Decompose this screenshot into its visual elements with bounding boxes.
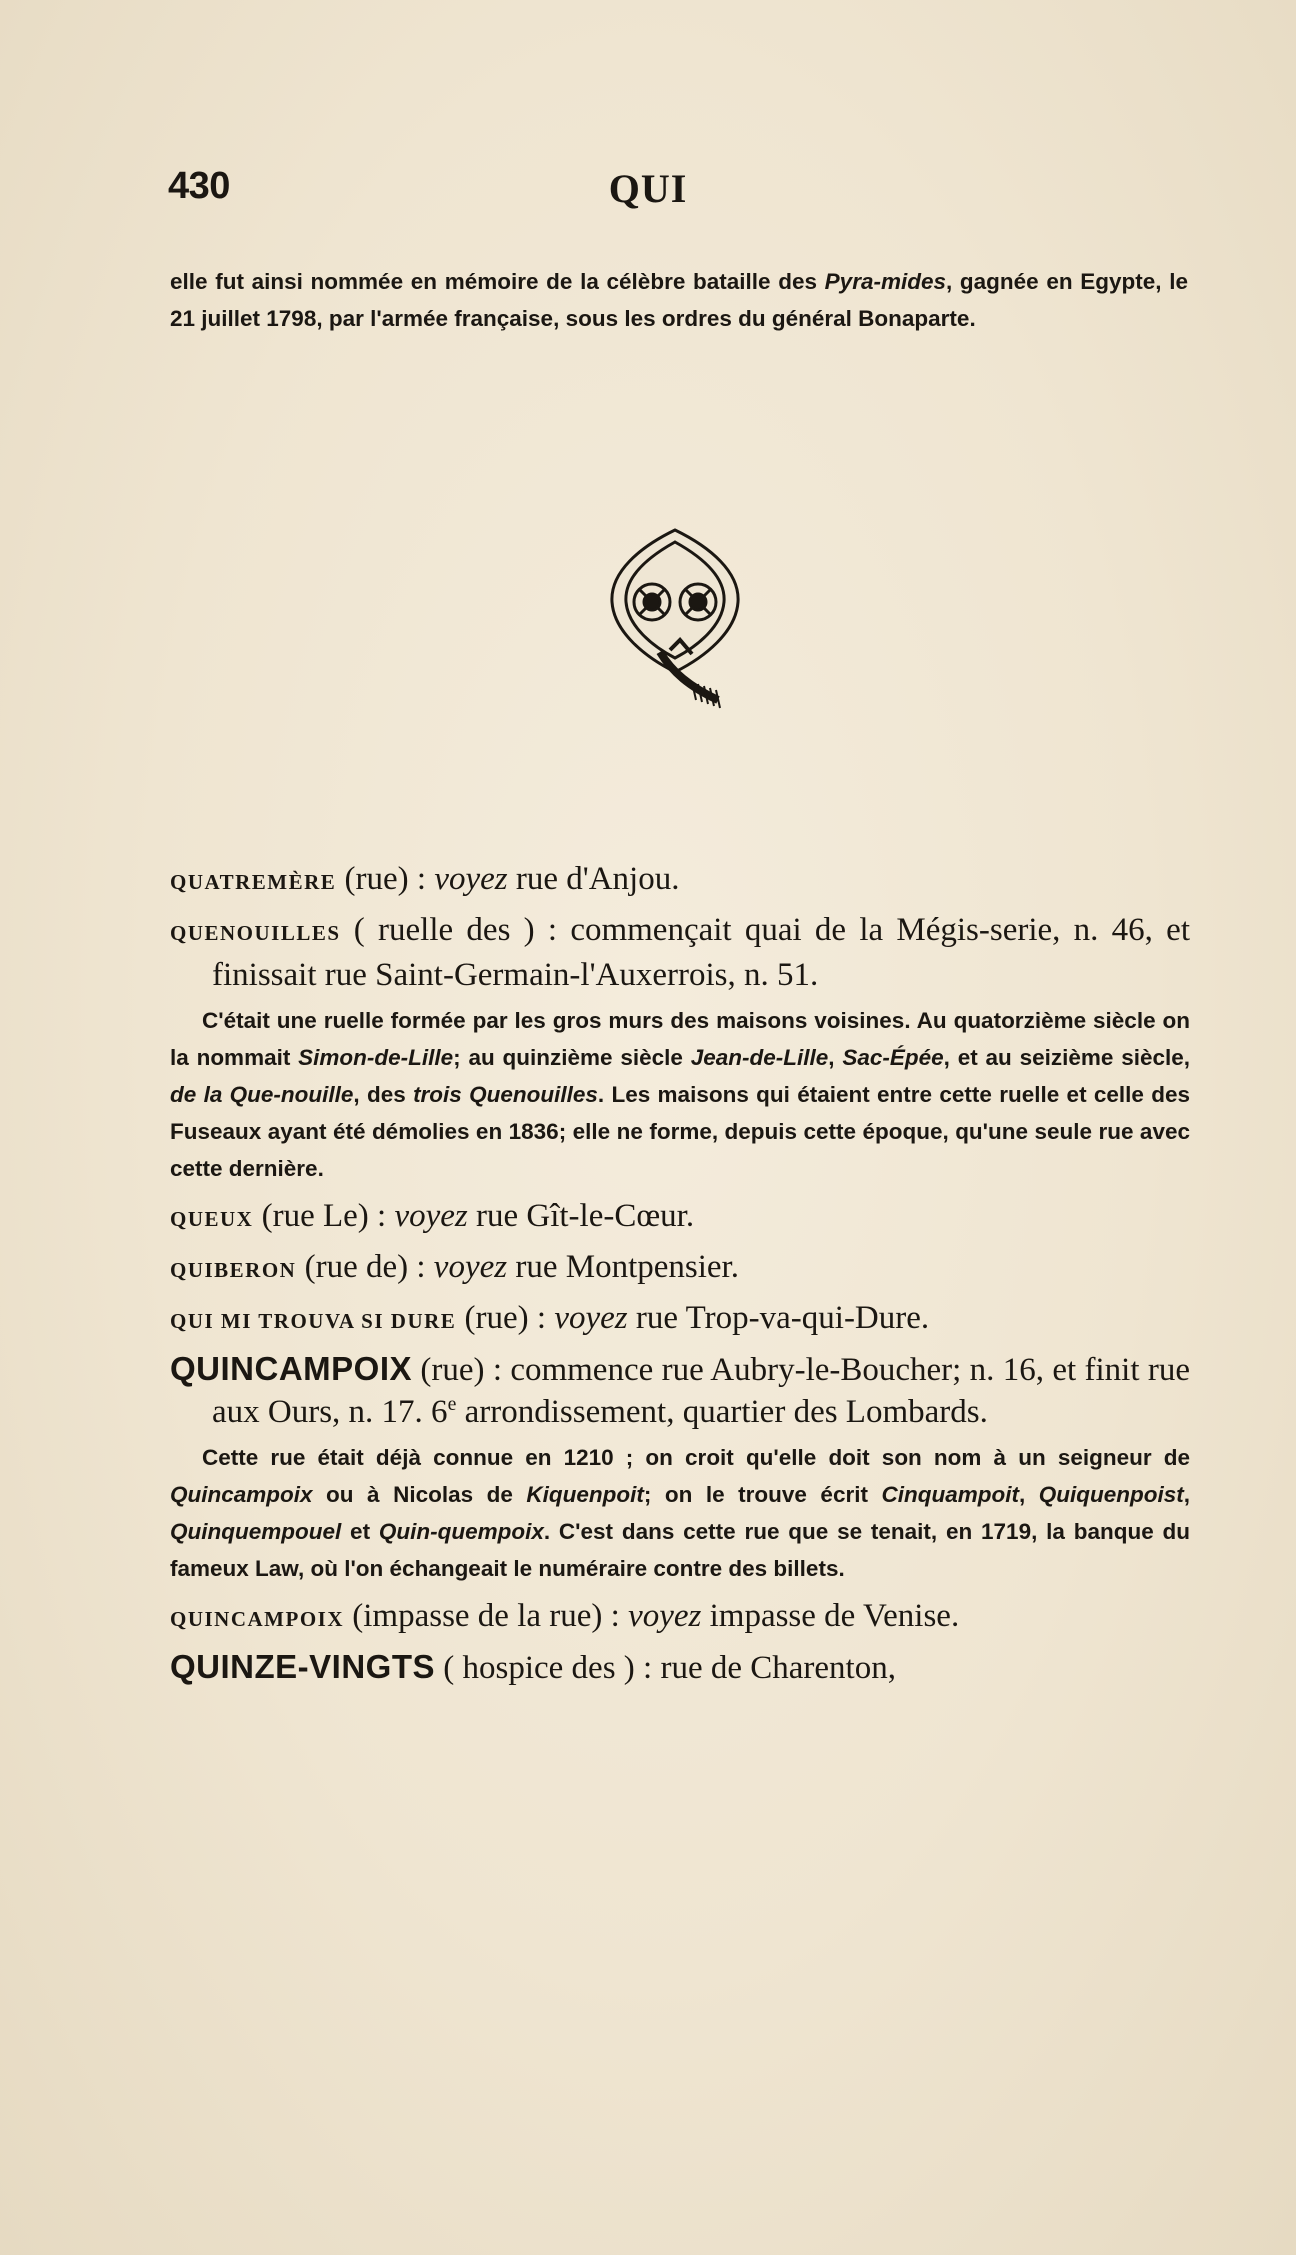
note-text: ou à Nicolas de: [312, 1482, 527, 1507]
entry-rest: commence rue Aubry-le-Boucher; n. 16, et finit rue aux Ours, n. 17. 6: [212, 1352, 1190, 1430]
entry-rest: rue Gît-le-Cœur.: [467, 1198, 695, 1234]
note-italic: Sac-Épée: [842, 1045, 944, 1070]
entry-quinze-vingts: [170, 1646, 1190, 1689]
entry-paren: (rue Le) :: [253, 1198, 395, 1234]
note-italic: Kiquenpoit: [526, 1482, 644, 1507]
note-italic: Quinquempouel: [170, 1519, 342, 1544]
note-text: . Les maisons qui étaient entre cette ruelle et celle des Fuseaux ayant été démolies en 1836; elle ne forme, depuis cette époque, qu'une seule rue avec cette dernière.: [170, 1082, 1190, 1181]
note-text: . C'est dans cette rue que se tenait, en 1719, la banque du fameux Law, où l'on échangeait le numéraire contre des billets.: [170, 1519, 1190, 1581]
headword: QUINCAMPOIX: [170, 1607, 344, 1631]
note-italic: Quincampoix: [170, 1482, 313, 1507]
superscript-e: e: [447, 1393, 457, 1415]
entry-rest: arrondissement, quartier des Lombards.: [456, 1394, 988, 1430]
intro-text-1: elle fut ainsi nommée en mémoire de la célèbre bataille des: [170, 268, 825, 294]
page-number: 430: [168, 165, 230, 207]
entry-quatremere: [170, 858, 1190, 903]
intro-italic-1: Pyra-mides: [824, 268, 946, 294]
entry-quiberon: [170, 1246, 1190, 1291]
note-text: ; au quinzième siècle: [453, 1045, 691, 1070]
note-text: ,: [1018, 1482, 1039, 1507]
entry-queux: [170, 1195, 1190, 1240]
entry-quincampoix-rue: [170, 1348, 1190, 1433]
decorative-letter-q-ornament-icon: [600, 522, 750, 712]
entry-rest: rue d'Anjou.: [507, 861, 680, 897]
entry-quincampoix-impasse: [170, 1595, 1190, 1640]
entry-italic: voyez: [434, 861, 508, 897]
note-italic: de la Que-nouille: [170, 1082, 354, 1107]
entry-italic: voyez: [628, 1598, 702, 1634]
entry-paren: (rue de) :: [296, 1249, 434, 1285]
entry-rest: rue de Charenton,: [660, 1650, 896, 1686]
note-italic: Jean-de-Lille: [690, 1045, 829, 1070]
headword: QUINZE-VINGTS: [170, 1648, 436, 1685]
headword: QUENOUILLES: [170, 921, 341, 945]
headword: QUI MI TROUVA SI DURE: [170, 1309, 457, 1333]
entry-rest: rue Montpensier.: [507, 1249, 739, 1285]
entry-qui-mi-trouva-si-dure: [170, 1297, 1190, 1342]
entry-rest: impasse de Venise.: [701, 1598, 960, 1634]
entry-paren: (rue) :: [456, 1300, 555, 1336]
note-text: ; on le trouve écrit: [643, 1482, 882, 1507]
note-italic: Simon-de-Lille: [298, 1045, 454, 1070]
entry-paren: (impasse de la rue) :: [344, 1598, 629, 1634]
note-text: Cette rue était déjà connue en 1210 ; on croit qu'elle doit son nom à un seigneur de: [202, 1445, 1190, 1470]
note-text: et: [341, 1519, 379, 1544]
headword: QUINCAMPOIX: [170, 1350, 413, 1387]
entry-paren: ( ruelle des ) :: [340, 912, 571, 948]
entry-italic: voyez: [554, 1300, 628, 1336]
entry-paren: (rue) :: [412, 1352, 511, 1388]
entry-italic: voyez: [433, 1249, 508, 1285]
note-text: ,: [1183, 1482, 1190, 1507]
note-text: C'était une ruelle formée par les gros murs des maisons voisines. Au quatorzième siècle on la nommait: [170, 1008, 1190, 1070]
headword: QUATREMÈRE: [170, 870, 337, 894]
note-text: , des: [353, 1082, 414, 1107]
headword: QUEUX: [170, 1207, 254, 1231]
entry-italic: voyez: [394, 1198, 468, 1234]
note-quincampoix: [170, 1439, 1190, 1587]
note-italic: Quiquenpoist: [1038, 1482, 1184, 1507]
note-text: ,: [828, 1045, 843, 1070]
entry-rest: rue Trop-va-qui-Dure.: [627, 1300, 930, 1336]
note-italic: trois Quenouilles: [413, 1082, 598, 1107]
note-quenouilles: [170, 1002, 1190, 1187]
running-head: QUI: [608, 166, 688, 211]
intro-text-2: , gagnée en Egypte, le 21 juillet 1798, par l'armée française, sous les ordres du général Bonaparte.: [170, 268, 1188, 331]
note-italic: Quin-quempoix: [378, 1519, 544, 1544]
entry-quenouilles: [170, 909, 1190, 996]
entry-paren: (rue) :: [336, 861, 435, 897]
note-italic: Cinquampoit: [881, 1482, 1019, 1507]
intro-paragraph: [170, 263, 1188, 337]
entry-paren: ( hospice des ) :: [435, 1650, 661, 1686]
entry-rest: commençait quai de la Mégis-serie, n. 46, et finissait rue Saint-Germain-l'Auxerrois, n. 51.: [212, 912, 1190, 993]
headword: QUIBERON: [170, 1258, 297, 1282]
note-text: , et au seizième siècle,: [943, 1045, 1191, 1070]
entries-list: [170, 858, 1190, 1695]
